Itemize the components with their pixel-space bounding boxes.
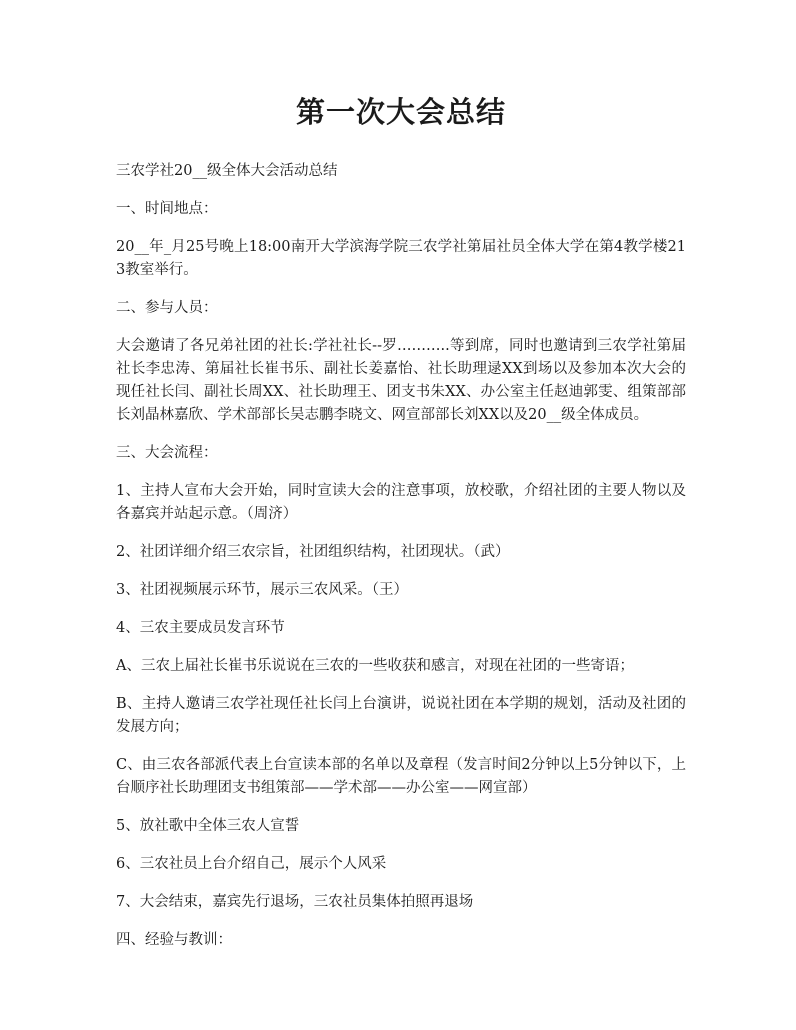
subtitle-line: 三农学社20__级全体大会活动总结 bbox=[116, 163, 338, 179]
section-heading-lessons: 四、经验与教训： bbox=[116, 932, 232, 948]
process-subitem-a: A、三农上届社长崔书乐说说在三农的一些收获和感言，对现在社团的一些寄语； bbox=[116, 658, 634, 674]
time-place-text: 20__年_月25号晚上18:00南开大学滨海学院三农学社第届社员全体大学在第4教学楼213教室举行。 bbox=[116, 239, 686, 278]
section-heading-process: 三、大会流程： bbox=[116, 445, 218, 461]
section-heading-time-place: 一、时间地点： bbox=[116, 201, 218, 217]
process-item-7: 7、大会结束，嘉宾先行退场，三农社员集体拍照再退场 bbox=[116, 894, 474, 910]
process-item-2: 2、社团详细介绍三农宗旨，社团组织结构，社团现状。（武） bbox=[116, 544, 510, 560]
section-heading-participants: 二、参与人员： bbox=[116, 300, 218, 316]
process-item-4: 4、三农主要成员发言环节 bbox=[116, 620, 285, 636]
process-item-6: 6、三农社员上台介绍自己，展示个人风采 bbox=[116, 856, 387, 872]
process-item-1: 1、主持人宣布大会开始，同时宣读大会的注意事项，放校歌，介绍社团的主要人物以及各嘉宾并站起示意。（周济） bbox=[116, 483, 686, 522]
process-subitem-b: B、主持人邀请三农学社现任社长闫上台演讲，说说社团在本学期的规划，活动及社团的发展方向； bbox=[116, 696, 686, 735]
process-subitem-c: C、由三农各部派代表上台宣读本部的名单以及章程（发言时间2分钟以上5分钟以下，上台顺序社长助理团支书组策部——学术部——办公室——网宣部） bbox=[116, 757, 686, 796]
document-page bbox=[116, 90, 686, 967]
process-item-3: 3、社团视频展示环节，展示三农风采。（王） bbox=[116, 582, 408, 598]
participants-text: 大会邀请了各兄弟社团的社长:学社社长--罗………..等到席，同时也邀请到三农学社第届社长李忠涛、第届社长崔书乐、副社长姜嘉怡、社长助理逯XX到场以及参加本次大会的现任社长闫、副社长周XX、社长助理王、团支书朱XX、办公室主任赵迪郭雯、组策部部长刘晶林嘉欣、学术部部长吴志鹏李晓文、网宣部部长刘XX以及20__级全体成员。 bbox=[116, 338, 686, 423]
document-title: 第一次大会总结 bbox=[295, 95, 506, 129]
process-item-5: 5、放社歌中全体三农人宣誓 bbox=[116, 818, 300, 834]
